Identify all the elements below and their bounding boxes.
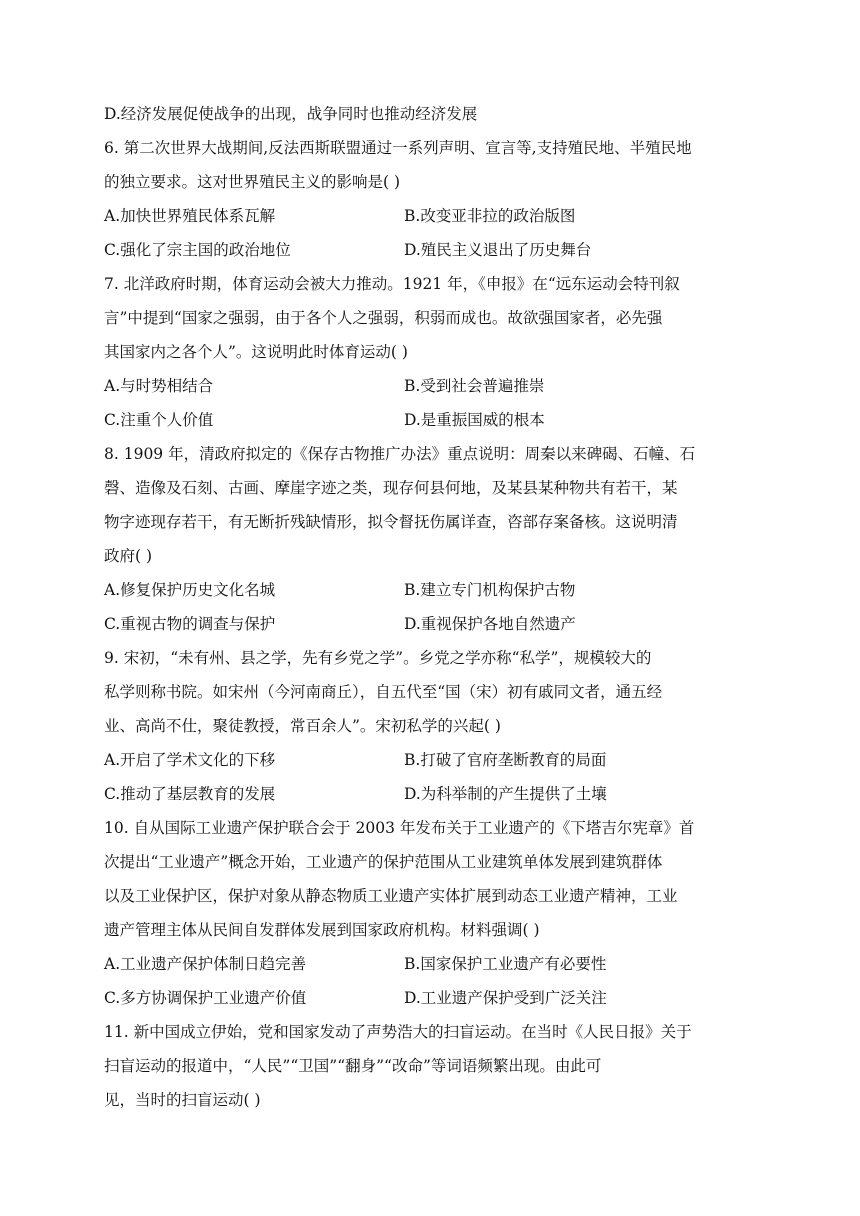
option-d: D.是重振国威的根本 — [404, 411, 545, 429]
question-6 — [104, 131, 760, 267]
option-a: A.开启了学术文化的下移 — [104, 751, 276, 769]
question-stem-line: 遗产管理主体从民间自发群体发展到国家政府机构。材料强调( ) — [104, 921, 540, 939]
question-10 — [104, 811, 760, 1015]
question-11 — [104, 1015, 760, 1117]
option-b: B.建立专门机构保护古物 — [404, 581, 576, 599]
question-stem-line: 私学则称书院。如宋州（今河南商丘），自五代至“国（宋）初有戚同文者，通五经 — [104, 683, 663, 701]
option-c: C.推动了基层教育的发展 — [104, 785, 276, 803]
question-stem-line: 以及工业保护区，保护对象从静态物质工业遗产实体扩展到动态工业遗产精神，工业 — [104, 887, 678, 905]
question-stem-line: 7. 北洋政府时期，体育运动会被大力推动。1921 年，《申报》在“远东运动会特刊叙 — [104, 275, 680, 293]
question-stem-line: 8. 1909 年，清政府拟定的《保存古物推广办法》重点说明：周秦以来碑碣、石幢、石 — [104, 445, 696, 463]
option-a: A.工业遗产保护体制日趋完善 — [104, 955, 307, 973]
option-c: C.重视古物的调查与保护 — [104, 615, 276, 633]
option-a: A.与时势相结合 — [104, 377, 214, 395]
option-c: C.多方协调保护工业遗产价值 — [104, 989, 307, 1007]
option-d: D.殖民主义退出了历史舞台 — [404, 241, 592, 259]
option-d: D.工业遗产保护受到广泛关注 — [404, 989, 607, 1007]
option-b: B.改变亚非拉的政治版图 — [404, 207, 576, 225]
option-b: B.打破了官府垄断教育的局面 — [404, 751, 607, 769]
question-9 — [104, 641, 760, 811]
option-d: D.为科举制的产生提供了土壤 — [404, 785, 607, 803]
question-stem-line: 11. 新中国成立伊始，党和国家发动了声势浩大的扫盲运动。在当时《人民日报》关于 — [104, 1023, 692, 1041]
question-stem-line: 物字迹现存若干，有无断折残缺情形，拟令督抚伤属详查，咨部存案备核。这说明清 — [104, 513, 678, 531]
question-stem-line: 扫盲运动的报道中，“人民”“卫国”“翻身”“改命”等词语频繁出现。由此可 — [104, 1057, 602, 1075]
question-stem-line: 业、高尚不仕，聚徒教授，常百余人”。宋初私学的兴起( ) — [104, 717, 501, 735]
question-stem-line: 次提出“工业遗产”概念开始，工业遗产的保护范围从工业建筑单体发展到建筑群体 — [104, 853, 663, 871]
document-page — [104, 97, 760, 1117]
question-stem-line: 6. 第二次世界大战期间,反法西斯联盟通过一系列声明、宣言等,支持殖民地、半殖民地 — [104, 139, 692, 157]
option-a: A.修复保护历史文化名城 — [104, 581, 276, 599]
option-a: A.加快世界殖民体系瓦解 — [104, 207, 276, 225]
question-8 — [104, 437, 760, 641]
question-7 — [104, 267, 760, 437]
question-stem-line: 见，当时的扫盲运动( ) — [104, 1091, 261, 1109]
question-stem-line: 言”中提到“国家之强弱，由于各个人之强弱，积弱而成也。故欲强国家者，必先强 — [104, 309, 663, 327]
question-stem-line: 磬、造像及石刻、古画、摩崖字迹之类，现存何县何地，及某县某种物共有若干，某 — [104, 479, 678, 497]
question-stem-line: 的独立要求。这对世界殖民主义的影响是( ) — [104, 173, 401, 191]
question-stem-line: 10. 自从国际工业遗产保护联合会于 2003 年发布关于工业遗产的《下塔吉尔宪章》首 — [104, 819, 695, 837]
option-c: C.注重个人价值 — [104, 411, 214, 429]
question-stem-line: 政府( ) — [104, 547, 153, 565]
option-d: D.重视保护各地自然遗产 — [404, 615, 576, 633]
question-stem-line: 其国家内之各个人”。这说明此时体育运动( ) — [104, 343, 408, 361]
option-c: C.强化了宗主国的政治地位 — [104, 241, 291, 259]
option-b: B.受到社会普遍推崇 — [404, 377, 545, 395]
option-b: B.国家保护工业遗产有必要性 — [404, 955, 607, 973]
question-stem-line: 9. 宋初，“未有州、县之学，先有乡党之学”。乡党之学亦称“私学”，规模较大的 — [104, 649, 652, 667]
question-5-option-d: D.经济发展促使战争的出现，战争同时也推动经济发展 — [104, 105, 478, 123]
